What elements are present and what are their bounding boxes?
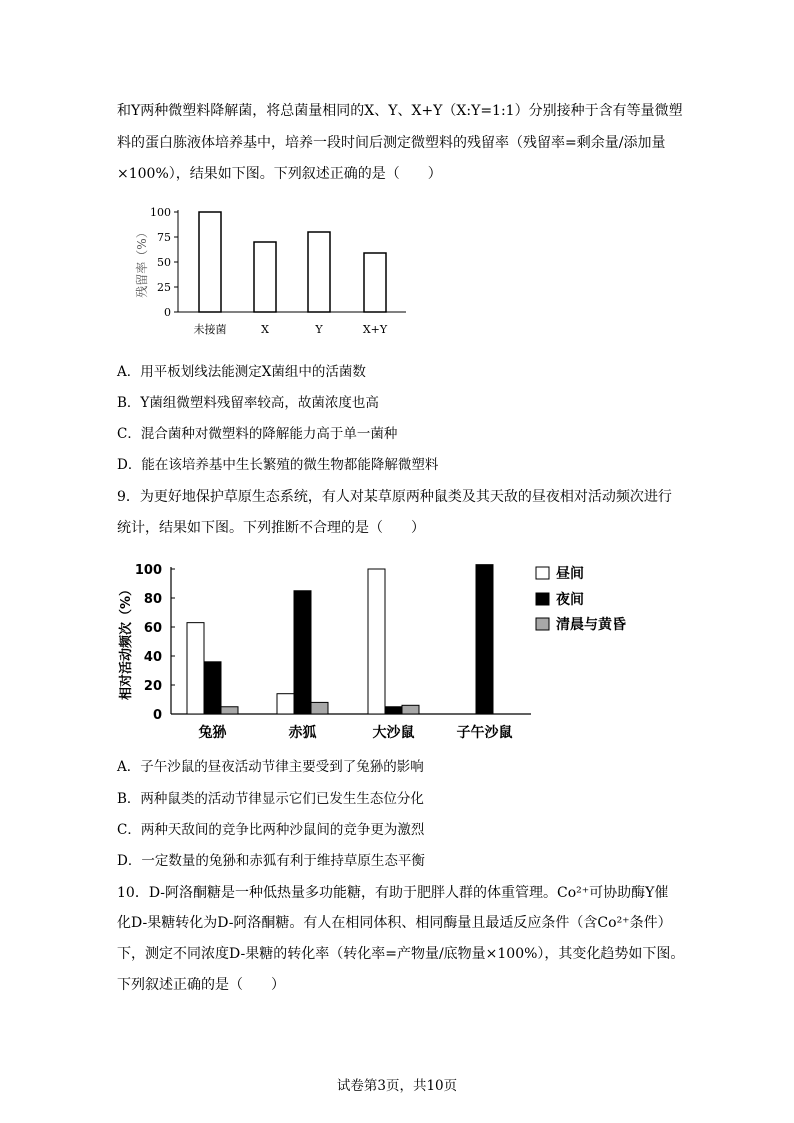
bar-大沙鼠-清晨与黄昏 xyxy=(402,705,419,714)
y-tick-label: 75 xyxy=(157,231,171,244)
y-tick-label: 60 xyxy=(143,621,162,636)
bar-子午沙鼠-夜间 xyxy=(476,565,493,714)
y-tick-label: 100 xyxy=(134,563,162,578)
bar-兔狲-清晨与黄昏 xyxy=(221,707,238,714)
legend-swatch-夜间 xyxy=(536,593,549,605)
y-tick-label: 100 xyxy=(150,206,171,219)
x-tick-label: 赤狐 xyxy=(288,725,317,741)
x-tick-label: 兔狲 xyxy=(198,725,227,741)
q9-option-d: D．一定数量的兔狲和赤狐有利于维持草原生态平衡 xyxy=(117,853,425,869)
x-tick-label: Y xyxy=(315,323,323,336)
q10-stem-line-4: 下列叙述正确的是（ ） xyxy=(117,977,285,993)
q10-stem-line-3: 下，测定不同浓度D-果糖的转化率（转化率=产物量/底物量×100%），其变化趋势如下图。 xyxy=(117,946,685,962)
activity-frequency-chart xyxy=(116,552,676,747)
x-tick-label: 未接菌 xyxy=(193,323,227,336)
y-tick-label: 50 xyxy=(157,256,171,269)
y-axis-label: 相对活动频次（%） xyxy=(119,582,134,701)
bar-未接菌 xyxy=(199,212,221,312)
q9-option-b: B．两种鼠类的活动节律显示它们已发生生态位分化 xyxy=(117,791,424,807)
y-tick-label: 20 xyxy=(143,679,162,694)
bar-兔狲-昼间 xyxy=(187,623,204,714)
bar-X xyxy=(254,242,276,312)
q8-option-a: A．用平板划线法能测定X菌组中的活菌数 xyxy=(117,364,366,380)
bar-大沙鼠-昼间 xyxy=(368,569,385,714)
y-tick-label: 25 xyxy=(157,281,171,294)
q10-stem-line-2: 化D-果糖转化为D-阿洛酮糖。有人在相同体积、相同酶量且最适反应条件（含Co²⁺条件） xyxy=(117,915,672,931)
legend-label: 昼间 xyxy=(556,566,584,582)
q9-stem-line-2: 统计，结果如下图。下列推断不合理的是（ ） xyxy=(117,520,425,536)
q8-stem-line-1: 和Y两种微塑料降解菌，将总菌量相同的X、Y、X+Y（X:Y=1:1）分别接种于含有等量微塑 xyxy=(117,103,683,119)
legend-swatch-昼间 xyxy=(536,567,549,579)
bar-赤狐-昼间 xyxy=(277,694,294,714)
q10-stem-line-1: 10．D-阿洛酮糖是一种低热量多功能糖，有助于肥胖人群的体重管理。Co²⁺可协助酶Y催 xyxy=(117,885,669,901)
x-tick-label: 大沙鼠 xyxy=(372,725,415,741)
y-tick-label: 0 xyxy=(164,306,171,319)
q8-stem-line-3: ×100%），结果如下图。下列叙述正确的是（ ） xyxy=(117,166,442,182)
legend-label: 清晨与黄昏 xyxy=(556,617,626,633)
y-tick-label: 40 xyxy=(143,650,162,665)
q9-stem-line-1: 9．为更好地保护草原生态系统，有人对某草原两种鼠类及其天敌的昼夜相对活动频次进行 xyxy=(117,489,672,505)
y-tick-label: 80 xyxy=(143,592,162,607)
bar-Y xyxy=(308,232,330,312)
q9-option-a: A．子午沙鼠的昼夜活动节律主要受到了兔狲的影响 xyxy=(117,759,424,775)
x-tick-label: 子午沙鼠 xyxy=(456,725,513,741)
bar-赤狐-清晨与黄昏 xyxy=(311,702,328,714)
bar-X+Y xyxy=(364,253,386,312)
legend-label: 夜间 xyxy=(556,592,584,608)
q8-stem-line-2: 料的蛋白胨液体培养基中，培养一段时间后测定微塑料的残留率（残留率=剩余量/添加量 xyxy=(117,135,666,151)
q8-option-d: D．能在该培养基中生长繁殖的微生物都能降解微塑料 xyxy=(117,457,439,473)
bar-赤狐-夜间 xyxy=(294,591,311,714)
page-footer: 试卷第3页，共10页 xyxy=(336,1078,458,1094)
q8-option-b: B．Y菌组微塑料残留率较高，故菌浓度也高 xyxy=(117,395,379,411)
q9-option-c: C．两种天敌间的竞争比两种沙鼠间的竞争更为激烈 xyxy=(117,822,425,838)
x-tick-label: X+Y xyxy=(362,323,388,336)
q8-option-c: C．混合菌种对微塑料的降解能力高于单一菌种 xyxy=(117,426,398,442)
y-axis-label: 残留率（%） xyxy=(135,226,149,298)
x-tick-label: X xyxy=(261,323,269,336)
bar-兔狲-夜间 xyxy=(204,662,221,714)
residue-rate-chart xyxy=(128,200,408,345)
bar-大沙鼠-夜间 xyxy=(385,707,402,714)
y-tick-label: 0 xyxy=(152,708,162,723)
legend-swatch-清晨与黄昏 xyxy=(536,618,549,630)
